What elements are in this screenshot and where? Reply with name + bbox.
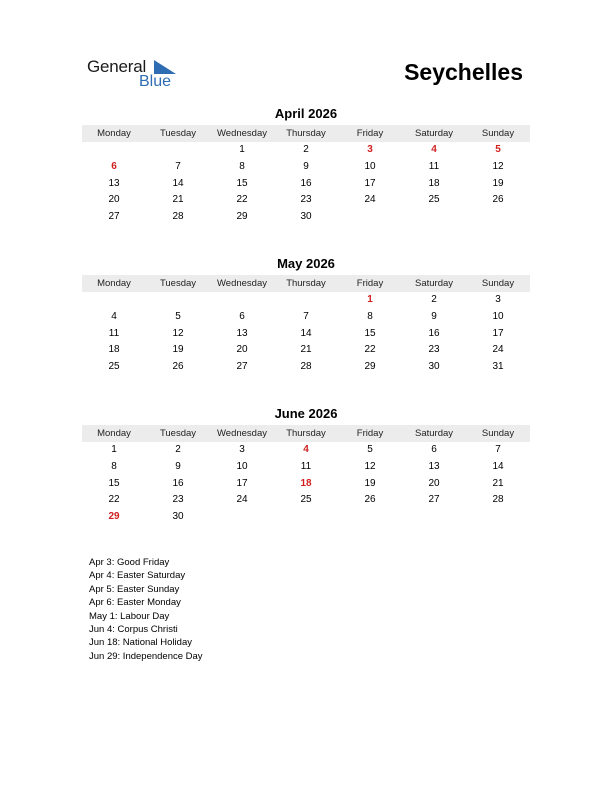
day-grid <box>82 142 530 226</box>
weekday-label: Wednesday <box>217 128 267 139</box>
day-cell: 23 <box>172 494 184 506</box>
day-cell: 4 <box>111 310 117 322</box>
day-cell: 25 <box>300 494 312 506</box>
day-cell: 7 <box>303 310 309 322</box>
logo-word-blue: Blue <box>139 73 172 90</box>
weekday-label: Wednesday <box>217 428 267 439</box>
day-cell: 25 <box>108 361 120 373</box>
day-grid <box>82 442 530 526</box>
holiday-entry: Apr 6: Easter Monday <box>89 597 181 609</box>
month-june <box>82 406 530 526</box>
weekday-label: Friday <box>356 128 384 139</box>
day-cell: 30 <box>300 211 312 223</box>
day-cell: 12 <box>364 460 376 472</box>
holiday-day-cell: 1 <box>367 294 373 305</box>
day-cell: 3 <box>239 444 245 455</box>
day-cell: 16 <box>428 327 440 339</box>
day-cell: 17 <box>492 327 504 339</box>
day-cell: 8 <box>367 310 373 322</box>
holiday-entry: Apr 4: Easter Saturday <box>89 570 186 582</box>
holiday-day-cell: 18 <box>300 477 312 489</box>
day-cell: 15 <box>236 177 248 189</box>
day-cell: 24 <box>236 494 248 506</box>
day-cell: 9 <box>431 310 437 322</box>
day-cell: 29 <box>364 361 376 373</box>
day-cell: 6 <box>431 444 437 455</box>
day-cell: 15 <box>364 327 376 339</box>
month-april <box>82 106 530 226</box>
day-cell: 14 <box>300 327 312 339</box>
day-cell: 20 <box>236 344 248 356</box>
day-cell: 21 <box>172 194 184 206</box>
day-cell: 16 <box>300 177 312 189</box>
holiday-list <box>89 556 203 663</box>
day-cell: 18 <box>108 344 120 356</box>
day-cell: 16 <box>172 477 184 489</box>
day-cell: 28 <box>172 211 184 223</box>
day-cell: 9 <box>175 460 181 472</box>
weekday-label: Saturday <box>414 428 454 439</box>
day-cell: 11 <box>108 327 120 339</box>
weekday-label: Wednesday <box>217 278 267 289</box>
day-cell: 21 <box>492 477 504 489</box>
day-cell: 6 <box>239 310 245 322</box>
day-cell: 10 <box>492 310 504 322</box>
day-cell: 19 <box>492 177 504 189</box>
weekday-label: Sunday <box>481 278 515 289</box>
day-cell: 21 <box>300 344 312 356</box>
day-cell: 13 <box>428 460 440 472</box>
day-cell: 27 <box>108 211 120 223</box>
day-cell: 2 <box>431 294 437 305</box>
day-cell: 17 <box>236 477 248 489</box>
day-cell: 26 <box>492 194 504 206</box>
holiday-day-cell: 5 <box>495 144 501 155</box>
holiday-day-cell: 4 <box>431 144 437 155</box>
month-title: May 2026 <box>277 256 335 271</box>
month-title: April 2026 <box>274 106 338 121</box>
holiday-day-cell: 6 <box>111 160 117 172</box>
holiday-entry: Jun 18: National Holiday <box>89 637 192 649</box>
day-cell: 14 <box>172 177 184 189</box>
day-cell: 20 <box>428 477 440 489</box>
holiday-entry: Apr 3: Good Friday <box>89 557 170 568</box>
day-cell: 15 <box>108 477 120 489</box>
day-cell: 7 <box>175 160 181 172</box>
day-cell: 1 <box>111 444 117 455</box>
day-grid <box>82 292 530 376</box>
weekday-label: Monday <box>97 428 131 439</box>
holiday-day-cell: 3 <box>367 144 373 155</box>
weekday-header <box>82 125 530 142</box>
day-cell: 28 <box>492 494 504 506</box>
day-cell: 22 <box>364 344 376 356</box>
weekday-label: Saturday <box>414 128 454 139</box>
day-cell: 30 <box>428 361 440 373</box>
day-cell: 8 <box>239 160 245 172</box>
weekday-label: Thursday <box>286 128 326 139</box>
day-cell: 26 <box>364 494 376 506</box>
weekday-label: Thursday <box>286 278 326 289</box>
day-cell: 20 <box>108 194 120 206</box>
weekday-label: Saturday <box>414 278 454 289</box>
day-cell: 2 <box>303 144 309 155</box>
holiday-entry: Jun 29: Independence Day <box>89 650 203 662</box>
day-cell: 25 <box>428 194 440 206</box>
weekday-label: Monday <box>97 128 131 139</box>
empty-cell <box>82 142 146 159</box>
logo-triangle-icon <box>154 60 176 74</box>
holiday-day-cell: 29 <box>108 511 120 523</box>
day-cell: 27 <box>428 494 440 506</box>
month-may <box>82 256 530 376</box>
empty-cell <box>210 292 274 309</box>
day-cell: 24 <box>492 344 504 356</box>
month-title: June 2026 <box>274 406 338 421</box>
day-cell: 7 <box>495 444 501 455</box>
weekday-label: Monday <box>97 278 131 289</box>
country-title: Seychelles <box>404 59 523 85</box>
holiday-entry: May 1: Labour Day <box>89 610 170 622</box>
day-cell: 23 <box>428 344 440 356</box>
empty-cell <box>82 292 146 309</box>
day-cell: 14 <box>492 460 504 472</box>
holiday-day-cell: 4 <box>303 444 309 455</box>
empty-cell <box>146 292 210 309</box>
weekday-header <box>82 275 530 292</box>
day-cell: 18 <box>428 177 440 189</box>
day-cell: 23 <box>300 194 312 206</box>
day-cell: 3 <box>495 294 501 305</box>
weekday-label: Tuesday <box>159 428 197 439</box>
logo-word-general: General <box>87 57 147 76</box>
day-cell: 12 <box>492 160 504 172</box>
day-cell: 1 <box>239 144 245 155</box>
day-cell: 29 <box>236 211 248 223</box>
weekday-label: Friday <box>356 428 384 439</box>
day-cell: 12 <box>172 327 184 339</box>
day-cell: 5 <box>367 444 373 455</box>
weekday-label: Friday <box>356 278 384 289</box>
holiday-entry: Jun 4: Corpus Christi <box>89 624 178 636</box>
day-cell: 2 <box>175 444 181 455</box>
day-cell: 27 <box>236 361 248 373</box>
weekday-label: Sunday <box>481 128 515 139</box>
day-cell: 30 <box>172 511 184 523</box>
day-cell: 13 <box>236 327 248 339</box>
day-cell: 31 <box>492 361 504 373</box>
weekday-label: Tuesday <box>159 128 197 139</box>
weekday-label: Thursday <box>286 428 326 439</box>
weekday-label: Sunday <box>481 428 515 439</box>
day-cell: 17 <box>364 177 376 189</box>
logo <box>87 57 187 93</box>
weekday-label: Tuesday <box>159 278 197 289</box>
day-cell: 22 <box>236 194 248 206</box>
empty-cell <box>146 142 210 159</box>
holiday-entry: Apr 5: Easter Sunday <box>89 583 180 595</box>
day-cell: 11 <box>428 160 440 172</box>
day-cell: 9 <box>303 160 309 172</box>
day-cell: 28 <box>300 361 312 373</box>
day-cell: 11 <box>300 460 312 472</box>
day-cell: 5 <box>175 310 181 322</box>
day-cell: 13 <box>108 177 120 189</box>
day-cell: 24 <box>364 194 376 206</box>
day-cell: 10 <box>364 160 376 172</box>
day-cell: 19 <box>172 344 184 356</box>
day-cell: 8 <box>111 460 117 472</box>
day-cell: 22 <box>108 494 120 506</box>
day-cell: 26 <box>172 361 184 373</box>
day-cell: 19 <box>364 477 376 489</box>
day-cell: 10 <box>236 460 248 472</box>
empty-cell <box>274 292 338 309</box>
weekday-header <box>82 425 530 442</box>
